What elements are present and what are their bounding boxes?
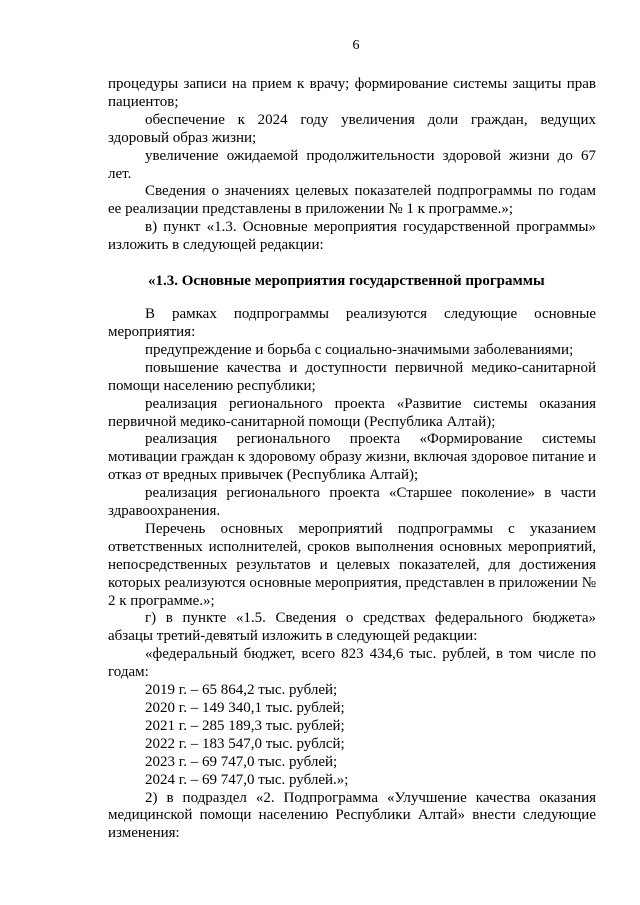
budget-year-2023: 2023 г. – 69 747,0 тыс. рублей; [145, 753, 338, 770]
budget-year-2019: 2019 г. – 65 864,2 тыс. рублей; [145, 682, 338, 699]
paragraph-patient-protection: процедуры записи на прием к врачу; формирование системы защиты прав пациентов; [108, 76, 596, 110]
paragraph-primary-care-quality: повышение качества и доступности первичной медико-санитарной помощи населению республики; [108, 359, 596, 394]
paragraph-regional-project-motivation: реализация регионального проекта «Формирование системы мотивации граждан к здоровому образу жизни, включая здоровое питание и отказ от вредных привычек (Республика Алтай); [108, 431, 596, 484]
paragraph-healthy-lifestyle: обеспечение к 2024 году увеличения доли граждан, ведущих здоровый образ жизни; [108, 111, 596, 146]
paragraph-target-indicators: Сведения о значениях целевых показателей подпрограммы по годам ее реализации представлены в приложении № 1 к программе.»; [108, 183, 596, 218]
paragraph-social-diseases: предупреждение и борьба с социально-значимыми заболеваниями; [145, 341, 574, 358]
budget-year-2020: 2020 г. – 149 340,1 тыс. рублей; [145, 700, 345, 716]
paragraph-item-v: в) пункт «1.3. Основные мероприятия государственной программы» изложить в следующей редакции: [108, 219, 596, 254]
page-number: 6 [352, 38, 360, 53]
budget-year-2022: 2022 г. – 183 547,0 тыс. рублсй; [145, 735, 345, 752]
paragraph-main-activities-intro: В рамках подпрограммы реализуются следующие основные мероприятия: [108, 306, 596, 340]
paragraph-federal-budget-total: «федеральный бюджет, всего 823 434,6 тыс. рублей, в том числе по годам: [108, 646, 596, 681]
budget-year-2024: 2024 г. – 69 747,0 тыс. рублей.»; [145, 771, 349, 788]
paragraph-item-g: г) в пункте «1.5. Сведения о средствах федерального бюджета» абзацы третий-девятый изложить в следующей редакции: [108, 610, 596, 645]
paragraph-activities-list: Перечень основных мероприятий подпрограммы с указанием ответственных исполнителей, сроков выполнения основных мероприятий, непосредственных результатов и целевых показателей, для достижения которых реализуются основные мероприятия, представлен в приложении № 2 к программе.»; [108, 520, 597, 609]
paragraph-life-expectancy: увеличение ожидаемой продолжительности здоровой жизни до 67 лет. [108, 147, 596, 182]
budget-year-2021: 2021 г. – 285 189,3 тыс. рублей; [145, 717, 345, 734]
section-heading: «1.3. Основные мероприятия государственной программы [148, 273, 545, 290]
paragraph-regional-project-older-generation: реализация регионального проекта «Старшее поколение» в части здравоохранения. [108, 485, 596, 520]
paragraph-subsection-2: 2) в подраздел «2. Подпрограмма «Улучшение качества оказания медицинской помощи населению Республики Алтай» внести следующие изменения: [108, 789, 596, 842]
paragraph-regional-project-primary-care: реализация регионального проекта «Развитие системы оказания первичной медико-санитарной помощи (Республика Алтай); [108, 395, 596, 430]
